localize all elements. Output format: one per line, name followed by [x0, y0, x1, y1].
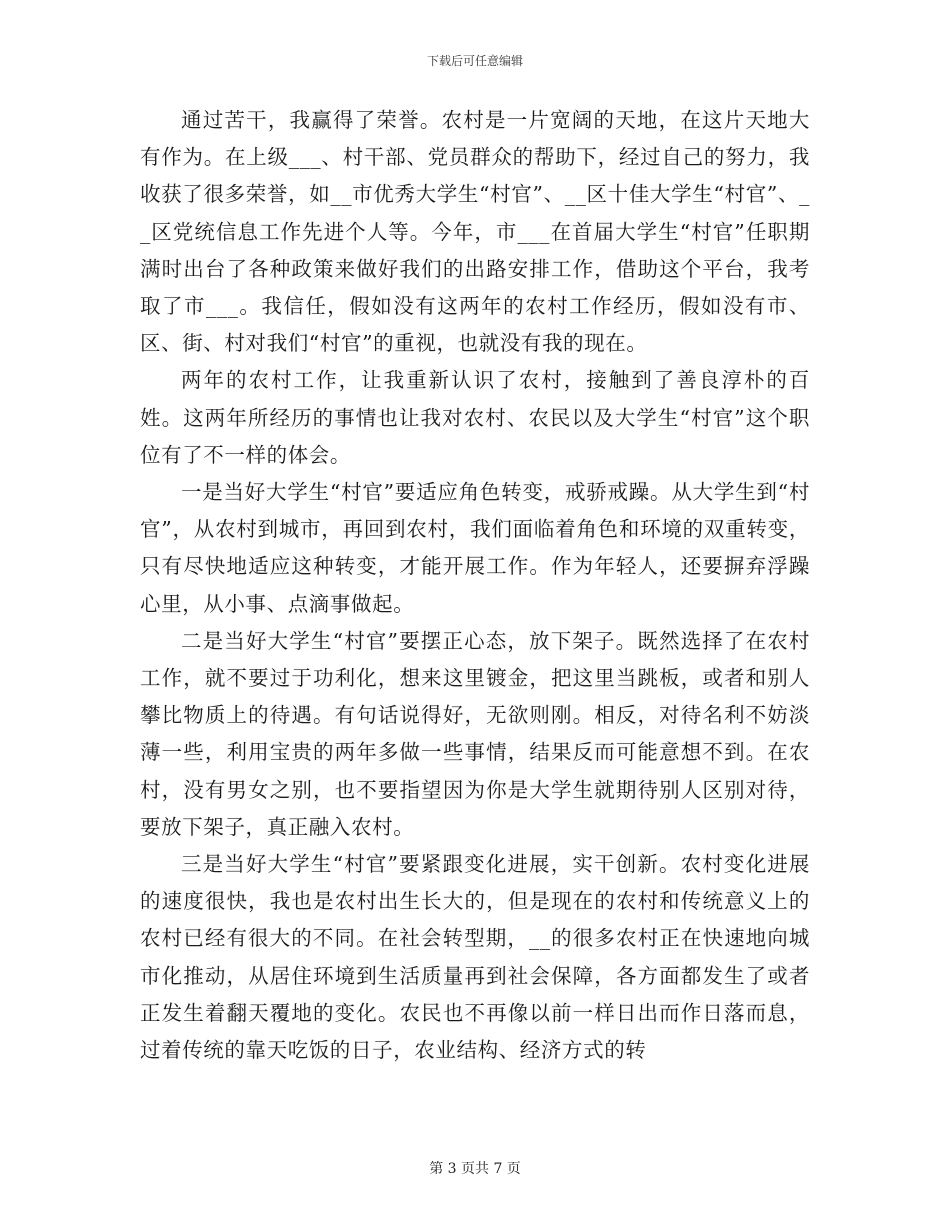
paragraph-1: 通过苦干，我赢得了荣誉。农村是一片宽阔的天地，在这片天地大有作为。在上级___、村干部、党员群众的帮助下，经过自己的努力，我收获了很多荣誉，如__市优秀大学生“村官”、__区十佳大学生“村官”、__区党统信息工作先进个人等。今年，市___在首届大学生“村官”任职期满时出台了各种政策来做好我们的出路安排工作，借助这个平台，我考取了市___。我信任，假如没有这两年的农村工作经历，假如没有市、区、街、村对我们“村官”的重视，也就没有我的现在。: [140, 108, 810, 356]
paragraph-3: 一是当好大学生“村官”要适应角色转变，戒骄戒躁。从大学生到“村官”，从农村到城市，再回到农村，我们面临着角色和环境的双重转变，只有尽快地适应这种转变，才能开展工作。作为年轻人，还要摒弃浮躁心里，从小事、点滴事做起。: [140, 480, 810, 616]
paragraph-5: 三是当好大学生“村官”要紧跟变化进展，实干创新。农村变化进展的速度很快，我也是农村出生长大的，但是现在的农村和传统意义上的农村已经有很大的不同。在社会转型期，__的很多农村正在快速地向城市化推动，从居住环境到生活质量再到社会保障，各方面都发生了或者正发生着翻天覆地的变化。农民也不再像以前一样日出而作日落而息，过着传统的靠天吃饭的日子，农业结构、经济方式的转: [140, 852, 810, 1063]
page-number: 第 3 页共 7 页: [429, 1161, 521, 1177]
document-body: [140, 102, 810, 1069]
paragraph-2: 两年的农村工作，让我重新认识了农村，接触到了善良淳朴的百姓。这两年所经历的事情也让我对农村、农民以及大学生“村官”这个职位有了不一样的体会。: [140, 368, 810, 467]
paragraph-4: 二是当好大学生“村官”要摆正心态，放下架子。既然选择了在农村工作，就不要过于功利化，想来这里镀金，把这里当跳板，或者和别人攀比物质上的待遇。有句话说得好，无欲则刚。相反，对待名利不妨淡薄一些，利用宝贵的两年多做一些事情，结果反而可能意想不到。在农村，没有男女之别，也不要指望因为你是大学生就期待别人区别对待，要放下架子，真正融入农村。: [140, 628, 810, 839]
page-header: 下载后可任意编辑: [426, 54, 523, 68]
